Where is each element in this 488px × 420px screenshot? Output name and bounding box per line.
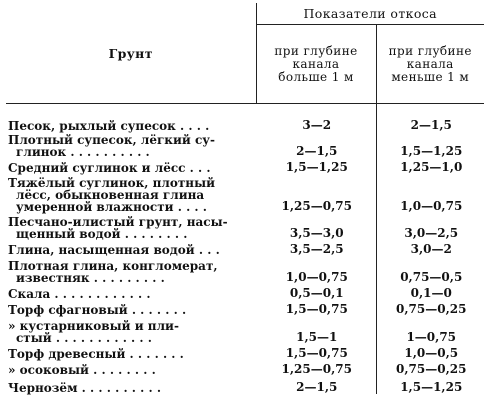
soil-name [6,284,256,300]
soil-name [6,376,256,394]
soil-name [6,158,256,174]
soil-name-line: лёсс, обыкновенная глина [16,188,205,202]
slope-shallow: 0,75—0,25 [396,362,467,376]
slope-shallow: 1—0,75 [406,330,457,344]
soil-name-line: Чернозём . . . . . . . . . . [8,381,162,395]
slope-shallow: 3,0—2 [410,242,452,256]
header-shallow-line: при глубине [388,43,472,58]
table-row [6,316,484,344]
soil-name-line: умеренной влажности . . . . [16,200,207,214]
header-shallow-line: меньше 1 м [391,69,470,84]
slope-shallow: 1,0—0,5 [404,346,459,360]
slope-deep: 2—1,5 [256,132,376,158]
soil-name-line: Плотный супесок, лёгкий су- [8,133,215,147]
soil-name-line: Торф древесный . . . . . . . [8,347,184,361]
soil-name [6,256,256,284]
soil-name-line: Скала . . . . . . . . . . . . [8,287,151,301]
slope-deep: 1,25—0,75 [256,360,376,376]
soil-name-line: Плотная глина, конгломерат, [8,259,218,273]
table-row [6,344,484,360]
slope-shallow: 0,75—0,5 [400,270,463,284]
header-deep [256,25,376,104]
soil-name [6,344,256,360]
soil-name [6,316,256,344]
soil-name [6,104,256,133]
slope-shallow: 1,5—1,25 [400,380,463,394]
header-deep-line: больше 1 м [278,69,354,84]
soil-name-line: Тяжёлый суглинок, плотный [8,176,216,190]
table-row [6,132,484,158]
soil-name-line: Глина, насыщенная водой . . . [8,243,220,257]
soil-name-line: стый . . . . . . . . . . . . [16,331,152,345]
table-row [6,104,484,133]
soil-name-line: Песок, рыхлый супесок . . . . [8,119,210,133]
table-row [6,213,484,240]
header-shallow [376,25,484,104]
soil-name [6,240,256,256]
slope-table [6,3,484,394]
table-row [6,158,484,174]
soil-name [6,213,256,240]
slope-deep: 1,25—0,75 [256,174,376,213]
soil-name [6,174,256,213]
table-row [6,300,484,316]
header-deep-line: при глубине [274,43,358,58]
slope-deep: 1,5—0,75 [256,344,376,360]
slope-deep: 1,5—1 [256,316,376,344]
slope-deep: 1,5—0,75 [256,300,376,316]
header-grunt: Грунт [6,3,256,104]
header-deep-line: канала [292,56,340,71]
slope-shallow: 1,25—1,0 [400,160,463,174]
slope-deep: 0,5—0,1 [256,284,376,300]
slope-deep: 1,5—1,25 [256,158,376,174]
table-row [6,360,484,376]
soil-name-line: Песчано-илистый грунт, насы- [8,215,228,229]
slope-shallow: 1,0—0,75 [400,199,463,213]
table-row [6,376,484,394]
soil-name [6,132,256,158]
table-row [6,174,484,213]
soil-name-line: Средний суглинок и лёсс . . . [8,161,211,175]
slope-deep: 2—1,5 [256,376,376,394]
slope-deep: 3—2 [256,104,376,133]
soil-name [6,300,256,316]
slope-shallow: 0,75—0,25 [396,302,467,316]
soil-name-line: » осоковый . . . . . . . . [8,363,156,377]
table-row [6,256,484,284]
slope-deep: 1,0—0,75 [256,256,376,284]
table-row [6,240,484,256]
table-row [6,284,484,300]
soil-name-line: глинок . . . . . . . . . . [16,145,150,159]
soil-name [6,360,256,376]
slope-deep: 3,5—3,0 [256,213,376,240]
header-shallow-line: канала [406,56,454,71]
soil-name-line: Торф сфагновый . . . . . . . [8,303,187,317]
soil-name-line: » кустарниковый и пли- [8,319,179,333]
slope-shallow: 2—1,5 [410,118,452,132]
soil-name-line: известняк . . . . . . . . . [16,271,165,285]
slope-shallow: 3,0—2,5 [404,226,459,240]
slope-shallow: 1,5—1,25 [400,144,463,158]
slope-shallow: 0,1—0 [410,286,452,300]
table-body [6,104,484,395]
slope-deep: 3,5—2,5 [256,240,376,256]
header-pokazateli: Показатели откоса [256,3,484,25]
soil-name-line: щенный водой . . . . . . . . [16,227,188,241]
document-page [0,3,488,420]
